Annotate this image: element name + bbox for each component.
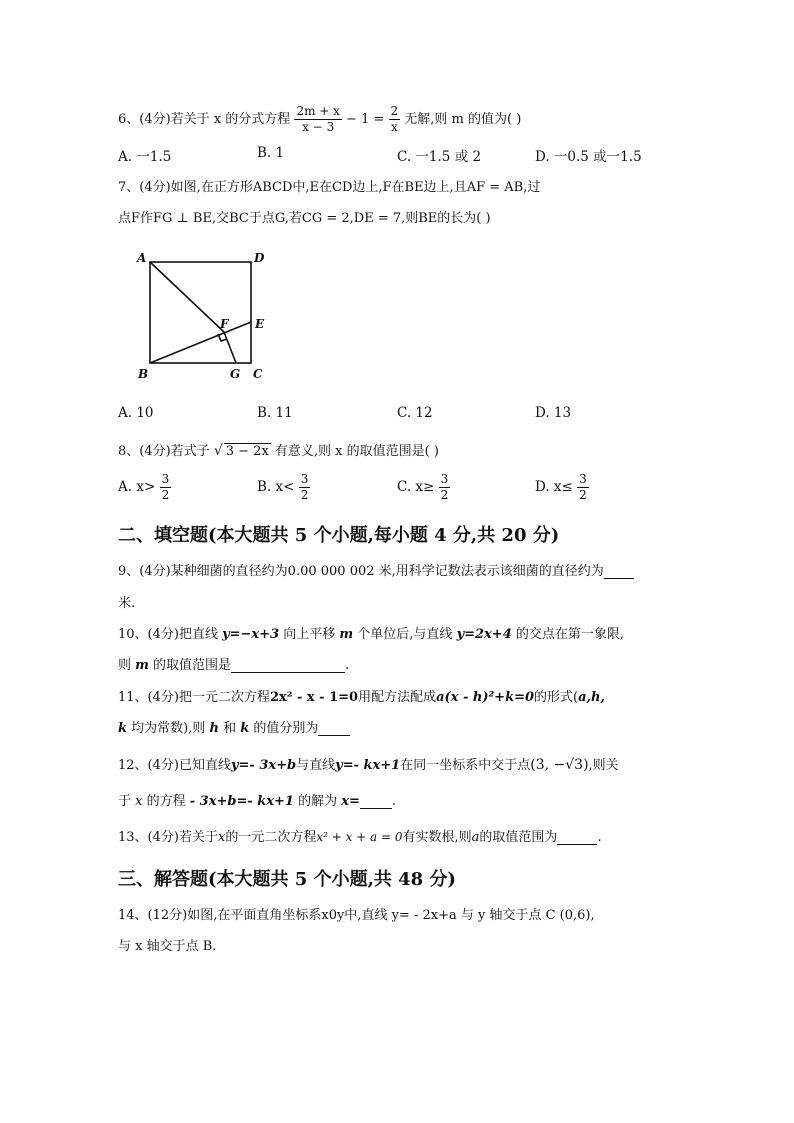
q6-suffix: 无解,则 m 的值为( ): [404, 112, 522, 127]
q6-option-b[interactable]: B. 1: [257, 145, 285, 161]
q6-frac2-numerator: 2: [390, 104, 399, 118]
q11-answer-blank[interactable]: [318, 721, 350, 736]
q14-line-1: 14、(12分)如图,在平面直角坐标系x0y中,直线 y= - 2x+a 与 y 轴交于点 C (0,6),: [118, 908, 595, 923]
q10-answer-blank[interactable]: [231, 658, 345, 673]
q12-x-equals: x=: [341, 794, 360, 809]
label-c: C: [253, 367, 263, 381]
q12-text-b: 与直线: [296, 758, 336, 773]
q13-line: [118, 826, 602, 845]
q8-option-b[interactable]: [257, 472, 310, 503]
q7-line-2: 点F作FG ⊥ BE,交BC于点G,若CG = 2,DE = 7,则BE的长为( ): [118, 211, 491, 226]
q10-text-a: 10、(4分)把直线: [118, 627, 223, 642]
q13-period: .: [597, 830, 602, 845]
q8-radicand: 3 − 2x: [225, 444, 269, 459]
q7-square-figure: [130, 248, 280, 388]
q8-option-c[interactable]: [397, 472, 450, 503]
q11-text-b: 用配方法配成: [358, 690, 437, 705]
q13-text-c: 有实数根,则: [402, 830, 472, 845]
q8-option-a[interactable]: [118, 472, 171, 503]
q12-text-d: ,则关: [588, 758, 619, 773]
q7-option-c[interactable]: C. 12: [397, 405, 433, 421]
q6-frac1-numerator: 2m + x: [296, 104, 340, 118]
q11-text-a: 11、(4分)把一元二次方程: [118, 690, 270, 705]
q11-text-d: 均为常数),则: [127, 721, 210, 736]
section-2-heading: 二、填空题(本大题共 5 个小题,每小题 4 分,共 20 分): [118, 525, 560, 546]
q11-var-k-2: k: [240, 721, 250, 736]
q13-equation: x² + x + a = 0: [316, 830, 403, 844]
q9-answer-blank[interactable]: [604, 564, 634, 579]
q10-text-d: 的交点在第一象限,: [511, 627, 625, 642]
label-f: F: [220, 317, 229, 331]
q8-option-b-den: 2: [300, 488, 309, 502]
q6-frac1-denominator: x − 3: [294, 119, 341, 135]
q12-equation-1: y=- 3x+b: [230, 758, 297, 773]
q11-equation: 2x² - x - 1=0: [269, 690, 359, 705]
q12-equation-3: - 3x+b=- kx+1: [189, 794, 294, 809]
q13-var-a: a: [471, 830, 480, 845]
q8-option-d-label: D. x≤: [535, 479, 573, 495]
q8-option-c-label: C. x≥: [397, 479, 435, 495]
q11-var-k: k: [118, 721, 128, 736]
q8-stem: [118, 440, 439, 459]
q10-var-m: m: [339, 627, 354, 642]
q6-option-d[interactable]: D. 一0.5 或一1.5: [535, 149, 642, 165]
q8-option-b-fraction: [299, 472, 311, 503]
q6-stem: [118, 104, 521, 134]
q8-option-d-num: 3: [579, 472, 587, 486]
q11-var-h: h: [209, 721, 219, 736]
q8-suffix: 有意义,则 x 的取值范围是( ): [274, 444, 439, 459]
q11-text-c: 的形式(: [534, 690, 579, 705]
q6-frac2-denominator: x: [389, 119, 401, 135]
q8-option-a-fraction: [160, 472, 172, 503]
segment-af: [150, 262, 224, 332]
q12-line-2: [118, 790, 396, 809]
q14-line-2: 与 x 轴交于点 B.: [118, 939, 217, 954]
q6-mid: − 1 =: [346, 112, 385, 127]
q13-text-d: 的取值范围为: [479, 830, 558, 845]
q13-text-a: 13、(4分)若关于: [118, 830, 218, 845]
q7-line-1: 7、(4分)如图,在正方形ABCD中,E在CD边上,F在BE边上,且AF = AB,过: [118, 180, 541, 195]
q6-fraction-2: [389, 104, 401, 135]
label-d: D: [254, 251, 265, 265]
q12-var-x: x: [135, 794, 143, 809]
label-e: E: [255, 317, 265, 331]
q10-text-b: 向上平移: [279, 627, 340, 642]
section-3-heading: 三、解答题(本大题共 5 个小题,共 48 分): [118, 869, 456, 890]
label-g: G: [230, 367, 241, 381]
q10-line-1: [118, 623, 624, 642]
q6-prefix: 6、(4分)若关于 x 的分式方程: [118, 112, 291, 127]
q6-option-c[interactable]: C. 一1.5 或 2: [397, 149, 482, 165]
q10-text-f: 的取值范围是: [148, 658, 232, 673]
q8-option-c-num: 3: [440, 472, 449, 486]
q8-option-c-den: 2: [440, 488, 449, 502]
q10-equation-1: y=−x+3: [222, 627, 280, 642]
q12-equation-2: y=- kx+1: [335, 758, 401, 773]
q13-var-x: x: [217, 830, 226, 845]
q12-text-g: 的解为: [293, 794, 342, 809]
segment-fg: [224, 332, 236, 363]
q11-line-2: [118, 717, 350, 736]
q13-answer-blank[interactable]: [557, 830, 597, 845]
q7-option-b[interactable]: B. 11: [257, 405, 293, 421]
q12-point: (3, −√3): [530, 757, 589, 773]
q8-option-d[interactable]: [535, 472, 589, 503]
label-b: B: [138, 367, 149, 381]
q10-equation-2: y=2x+4: [456, 627, 512, 642]
q11-text-e: 和: [218, 721, 241, 736]
q8-option-b-label: B. x<: [257, 479, 295, 495]
q12-answer-blank[interactable]: [360, 794, 392, 809]
q9-line-2: 米.: [118, 596, 136, 611]
label-a: A: [137, 251, 147, 265]
q6-option-a[interactable]: A. 一1.5: [118, 149, 172, 165]
q8-prefix: 8、(4分)若式子: [118, 444, 210, 459]
segment-be: [150, 322, 251, 363]
q12-text-c: 在同一坐标系中交于点: [400, 758, 531, 773]
q11-vars: a,h,: [578, 690, 606, 705]
q12-text-f: 的方程: [142, 794, 190, 809]
q10-text-e: 则: [118, 658, 136, 673]
q8-option-d-den: 2: [579, 488, 587, 502]
q7-option-a[interactable]: A. 10: [118, 405, 154, 421]
q10-line-2: [118, 654, 349, 673]
q12-text-a: 12、(4分)已知直线: [118, 758, 231, 773]
q8-option-b-num: 3: [300, 472, 309, 486]
q11-form: a(x - h)²+k=0: [436, 690, 535, 705]
q7-option-d[interactable]: D. 13: [535, 405, 572, 421]
q8-option-a-den: 2: [161, 488, 170, 502]
q8-option-d-fraction: [577, 472, 589, 503]
q13-text-b: 的一元二次方程: [225, 830, 317, 845]
q9-text: 9、(4分)某种细菌的直径约为0.00 000 002 米,用科学记数法表示该细菌的直径约为: [118, 564, 604, 579]
q8-option-a-num: 3: [161, 472, 170, 486]
q6-fraction-1: [294, 104, 341, 135]
sqrt-sign-icon: √: [213, 443, 223, 459]
q8-option-a-label: A. x>: [118, 479, 156, 495]
q10-text-c: 个单位后,与直线: [353, 627, 457, 642]
q9-line-1: [118, 560, 634, 579]
q11-line-1: [118, 686, 605, 705]
q10-var-m-2: m: [135, 658, 149, 673]
q11-text-f: 的值分别为: [249, 721, 319, 736]
q12-line-1: [118, 754, 619, 773]
q12-period: .: [391, 794, 397, 809]
q10-period: .: [345, 658, 350, 673]
q8-option-c-fraction: [439, 472, 451, 503]
q12-text-e: 于: [118, 794, 136, 809]
